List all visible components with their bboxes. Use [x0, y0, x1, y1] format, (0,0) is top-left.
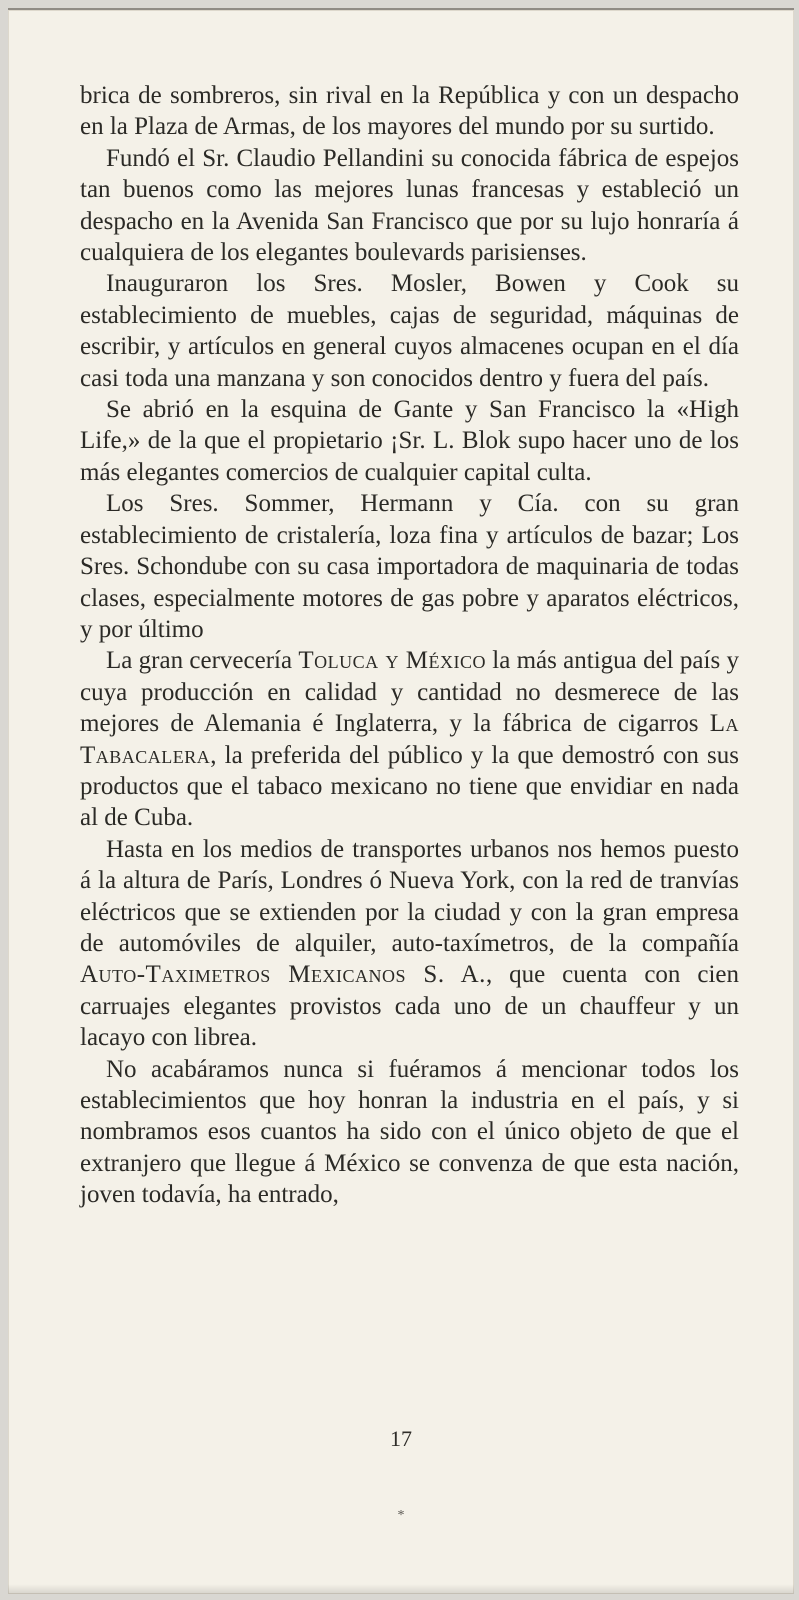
paragraph-6 [80, 645, 739, 833]
paragraph-7-text-1: Hasta en los medios de transportes urbanos nos hemos puesto á la altura de París, Londres ó Nueva York, con la red de tranvías eléctricos que se extienden por la ciudad y con la gran empresa de automóviles de alquiler, auto-taxímetros, de la compañía [80, 835, 739, 957]
paragraph-8: No acabáramos nunca si fuéramos á mencionar todos los establecimientos que hoy honran la industria en el país, y si nombramos esos cuantos ha sido con el único objeto de que el extranjero que llegue á México se convenza de que esta nación, joven todavía, ha entrado, [80, 1055, 739, 1209]
paragraph-6-text-3: , la preferida del público y la que demostró con sus productos que el tabaco mexicano no tiene que envidiar en nada al de Cuba. [80, 741, 739, 832]
paragraph-3: Inauguraron los Sres. Mosler, Bowen y Cook su establecimiento de muebles, cajas de seguridad, máquinas de escribir, y artículos en general cuyos almacenes ocupan en el día casi toda una manzana y son conocidos dentro y fuera del país. [80, 270, 739, 392]
asterisk-ornament: * [397, 1508, 405, 1523]
paragraph-7 [80, 834, 739, 1054]
paragraph-4: Se abrió en la esquina de Gante y San Francisco la «High Life,» de la que el propietario ¡Sr. L. Blok supo hacer uno de los más elegantes comercios de cualquier capital culta. [80, 396, 739, 486]
paragraph-5: Los Sres. Sommer, Hermann y Cía. con su gran establecimiento de cristalería, loza fina y artículos de bazar; Los Sres. Schondube con su casa importadora de maquinaria de todas clases, especialmente motores de gas pobre y aparatos eléctricos, y por último [80, 490, 739, 643]
paragraph-7-text-2: , que cuenta con cien carruajes elegantes provistos cada uno de un chauffeur y un lacayo con librea. [80, 961, 739, 1052]
paragraph-1: brica de sombreros, sin rival en la República y con un despacho en la Plaza de Armas, de los mayores del mundo por su surtido. [80, 82, 739, 141]
brewery-name: Toluca y México [298, 647, 486, 675]
page-edge-shadow [8, 1584, 794, 1594]
paragraph-6-text-1: La gran cervecería [106, 647, 299, 675]
paragraph-2: Fundó el Sr. Claudio Pellandini su conocida fábrica de espejos tan buenos como las mejores lunas francesas y estableció un despacho en la Avenida San Francisco que por su lujo honraría á cualquiera de los elegantes boulevards parisienses. [80, 144, 739, 267]
taxi-company-name: Auto-Taximetros Mexicanos S. A. [80, 961, 486, 989]
paragraph-6-text-2: la más antigua del país y cuya producción en calidad y cantidad no desmerece de las mejores de Alemania é Inglaterra, y la fábrica de cigarros [80, 647, 739, 738]
book-page [8, 8, 794, 1594]
cigar-factory-name: La Tabacalera [80, 710, 739, 769]
page-number: 17 [390, 1426, 412, 1451]
page-body [80, 80, 739, 1211]
